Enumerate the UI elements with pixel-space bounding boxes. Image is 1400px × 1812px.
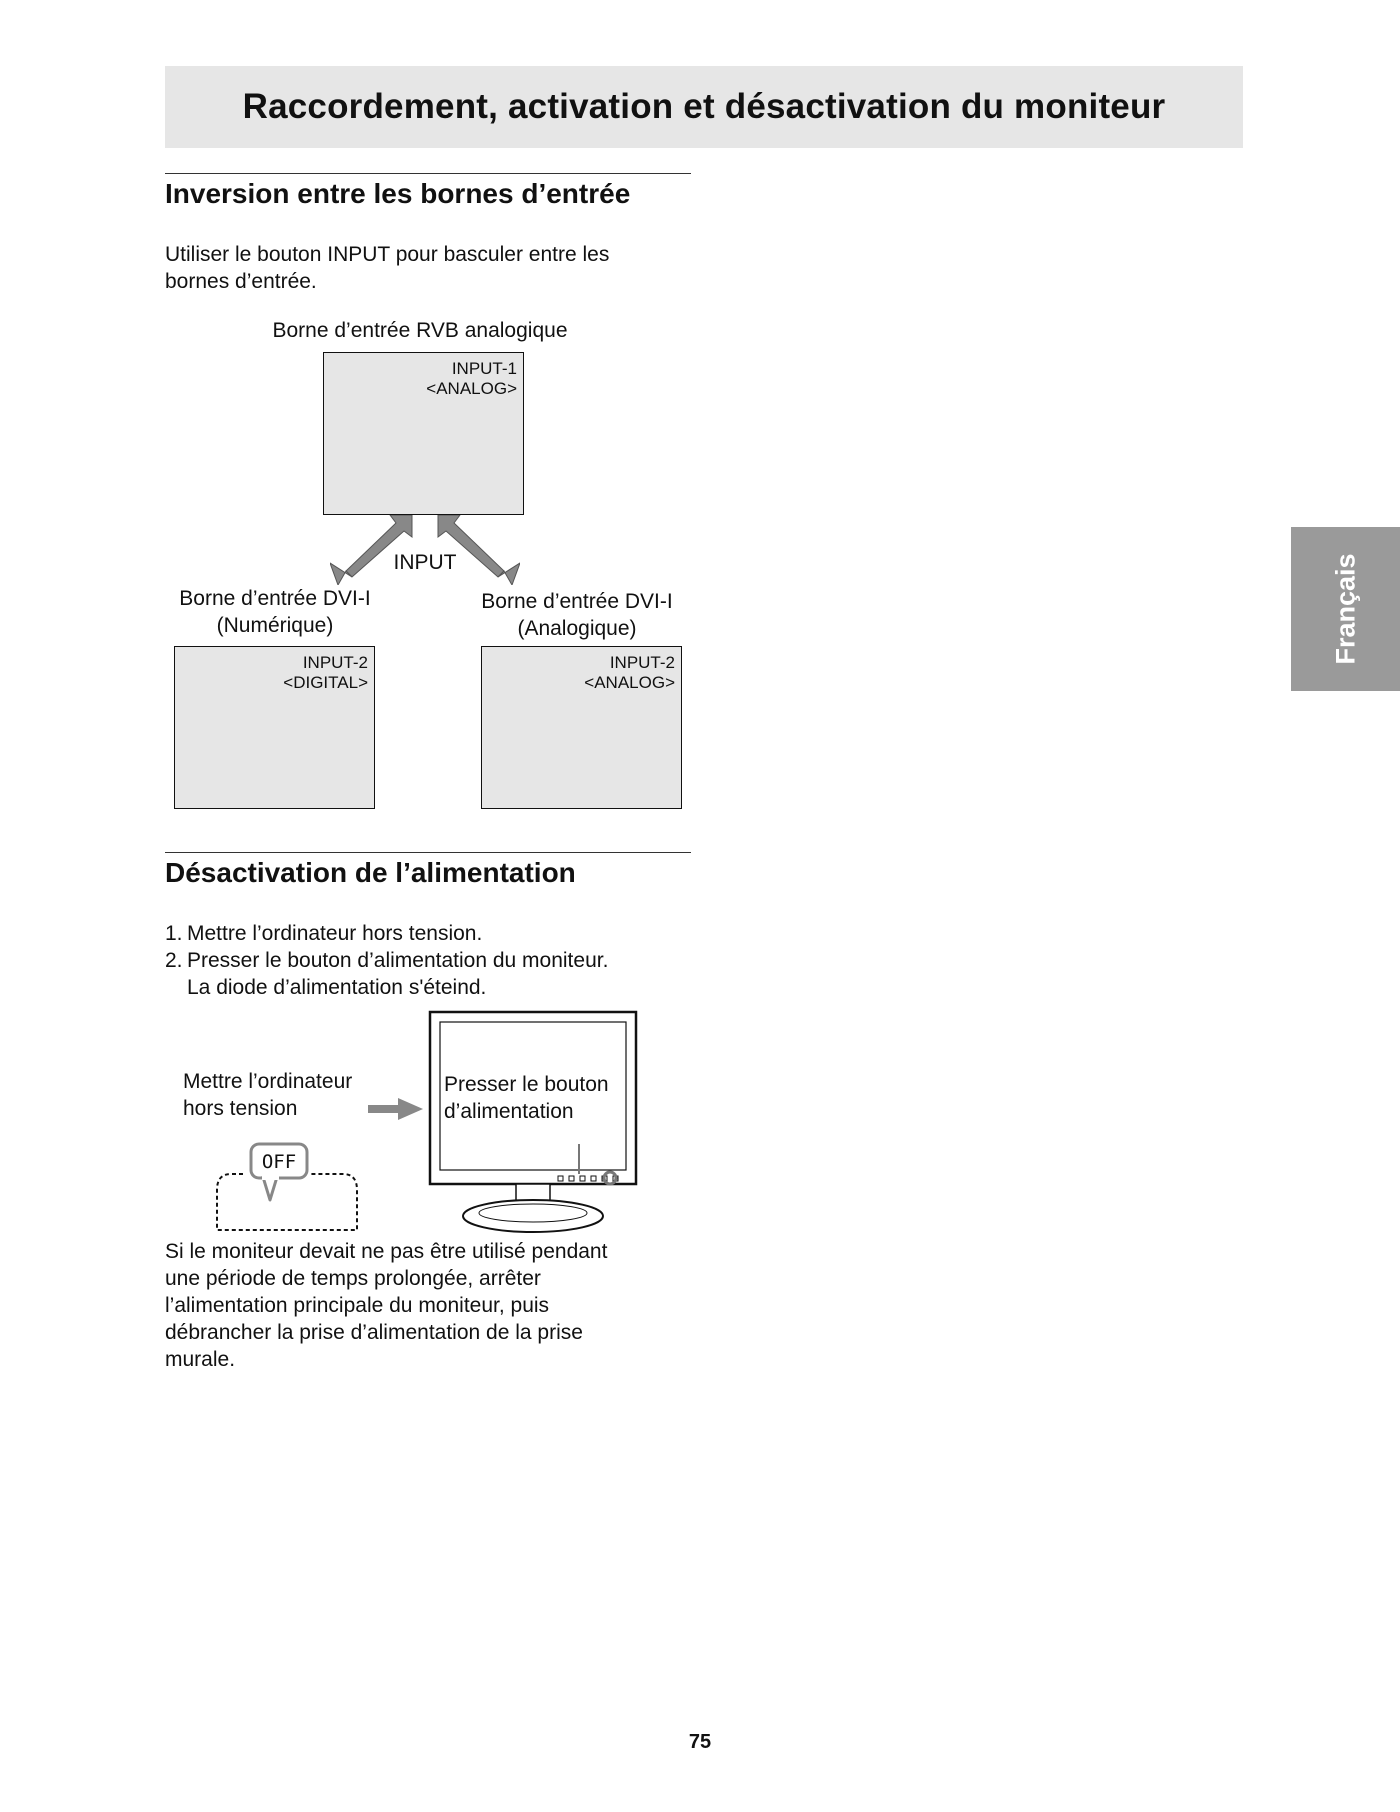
screen-input-1-line-2: <ANALOG> — [426, 379, 517, 398]
input-intro-line-2: bornes d’entrée. — [165, 270, 317, 293]
input-button-label: INPUT — [393, 551, 457, 574]
off-label: OFF — [261, 1151, 297, 1173]
press-power-label — [444, 1071, 609, 1125]
caption-dvi-digital-line-1: Borne d’entrée DVI-I — [179, 587, 371, 610]
language-tab — [1291, 527, 1400, 691]
caption-rgb-analog: Borne d’entrée RVB analogique — [272, 319, 568, 342]
computer-outline — [217, 1174, 357, 1230]
screen-input-2-digital — [174, 646, 375, 809]
page-title: Raccordement, activation et désactivation du moniteur — [242, 87, 1166, 126]
page-number: 75 — [688, 1731, 712, 1753]
screen-input-2-digital-label — [283, 653, 368, 693]
power-step-1-text: Mettre l’ordinateur hors tension. — [187, 922, 483, 945]
screen-input-2-digital-line-1: INPUT-2 — [302, 653, 368, 672]
power-step-2 — [165, 947, 608, 974]
press-power-label-line-2: d’alimentation — [444, 1100, 574, 1123]
power-note-line-2: une période de temps prolongée, arrêter — [165, 1267, 541, 1290]
screen-input-2-digital-line-2: <DIGITAL> — [283, 673, 368, 692]
caption-dvi-analog-line-1: Borne d’entrée DVI-I — [481, 590, 673, 613]
power-steps — [165, 920, 608, 1001]
power-note-line-3: l’alimentation principale du moniteur, puis — [165, 1294, 550, 1317]
arrow-right-icon — [368, 1098, 423, 1120]
screen-input-2-analog-line-2: <ANALOG> — [584, 673, 675, 692]
screen-input-1 — [323, 352, 524, 515]
caption-dvi-analog-line-2: (Analogique) — [517, 617, 637, 640]
caption-dvi-digital — [160, 585, 390, 639]
computer-off-label — [183, 1068, 352, 1122]
power-step-2-text-line-2: La diode d’alimentation s'éteind. — [187, 976, 487, 999]
caption-dvi-analog — [462, 588, 692, 642]
section-divider-power — [165, 852, 691, 853]
page-title-bar — [165, 66, 1243, 148]
computer-off-label-line-2: hors tension — [183, 1097, 298, 1120]
power-note-line-4: débrancher la prise d’alimentation de la prise — [165, 1321, 583, 1344]
power-step-2-text: Presser le bouton d’alimentation du moniteur. — [187, 949, 609, 972]
screen-input-1-label — [426, 359, 517, 399]
section-divider-input — [165, 173, 691, 174]
press-power-label-line-1: Presser le bouton — [444, 1073, 609, 1096]
screen-input-1-line-1: INPUT-1 — [451, 359, 517, 378]
power-note-line-1: Si le moniteur devait ne pas être utilisé pendant — [165, 1240, 608, 1263]
screen-input-2-analog-label — [584, 653, 675, 693]
power-note — [165, 1238, 607, 1373]
language-tab-label: Français — [1330, 553, 1360, 665]
power-note-line-5: murale. — [165, 1348, 236, 1371]
power-step-1 — [165, 920, 608, 947]
computer-off-label-line-1: Mettre l’ordinateur — [183, 1070, 353, 1093]
screen-input-2-analog-line-1: INPUT-2 — [609, 653, 675, 672]
power-step-1-number: 1. — [165, 922, 183, 945]
screen-input-2-analog — [481, 646, 682, 809]
caption-dvi-digital-line-2: (Numérique) — [216, 614, 334, 637]
section-heading-power: Désactivation de l’alimentation — [165, 857, 576, 888]
input-intro — [165, 241, 609, 295]
section-heading-input: Inversion entre les bornes d’entrée — [165, 178, 631, 209]
power-step-2-number: 2. — [165, 949, 183, 972]
input-intro-line-1: Utiliser le bouton INPUT pour basculer entre les — [165, 243, 610, 266]
power-button-highlight — [578, 1144, 580, 1174]
